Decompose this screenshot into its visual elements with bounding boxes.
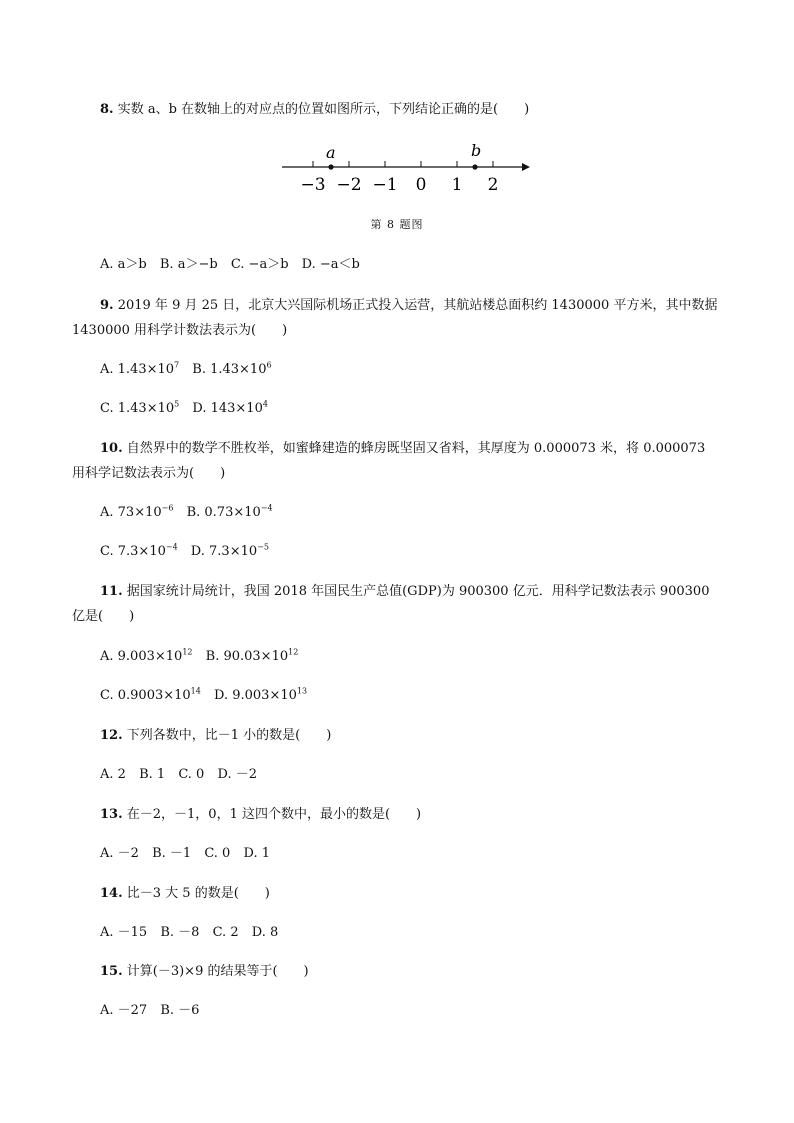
q14-option-c[interactable]: C. 2	[212, 925, 239, 940]
q8-option-d[interactable]: D. −a＜b	[301, 257, 360, 272]
q12-option-b[interactable]: B. 1	[139, 767, 166, 782]
q14-option-d[interactable]: D. 8	[251, 925, 279, 940]
q8-option-c[interactable]: C. −a＞b	[230, 257, 289, 272]
q13-option-d[interactable]: D. 1	[243, 846, 270, 861]
q14-text: 比－3 大 5 的数是( )	[126, 886, 270, 901]
q9-stem-line1	[100, 297, 717, 315]
number-line-arrow	[522, 163, 530, 171]
number-line-tick-label: −3	[300, 175, 326, 195]
q10-options-row2	[100, 543, 269, 561]
number-line-tick-label: 0	[415, 175, 427, 195]
q9-option-d[interactable]: D. $143\times 10^4$	[192, 399, 268, 416]
q11-options-row2	[100, 687, 307, 705]
q11-stem-line1	[100, 583, 709, 601]
q15-text: 计算(－3)×9 的结果等于( )	[126, 964, 309, 979]
q12-text: 下列各数中，比－1 小的数是( )	[126, 728, 332, 743]
q13-option-a[interactable]: A. －2	[100, 846, 139, 861]
q13-option-b[interactable]: B. －1	[152, 846, 192, 861]
number-line-tick-label: 1	[451, 175, 463, 195]
q12-options	[100, 766, 257, 784]
q8-figure-caption: 第 8 题图	[370, 218, 424, 231]
q10-options-row1	[100, 504, 273, 522]
q11-number: 11.	[100, 584, 123, 599]
q13-text: 在－2，－1，0，1 这四个数中，最小的数是( )	[126, 807, 422, 822]
q9-stem-line2: 1430000 用科学计数法表示为( )	[72, 323, 288, 338]
q10-option-c[interactable]: C. $7.3\times 10^{-4}$	[100, 542, 178, 559]
q14-options	[100, 924, 278, 942]
q10-option-a[interactable]: A. $73\times 10^{-6}$	[100, 503, 174, 520]
q12-option-c[interactable]: C. 0	[178, 767, 205, 782]
q10-text-line1: 自然界中的数学不胜枚举，如蜜蜂建造的蜂房既坚固又省料，其厚度为 0.000073 米，将 0.000073	[126, 441, 706, 456]
q14-option-b[interactable]: B. －8	[160, 925, 200, 940]
q12-stem	[100, 727, 331, 745]
q14-option-a[interactable]: A. －15	[100, 925, 148, 940]
q8-number-line	[278, 140, 538, 200]
q11-option-c[interactable]: C. $0.9003\times 10^{14}$	[100, 686, 201, 703]
q15-option-a[interactable]: A. －27	[100, 1003, 148, 1018]
q10-stem-line1	[100, 440, 705, 458]
q8-option-b[interactable]: B. a＞−b	[159, 257, 218, 272]
q8-number: 8.	[100, 102, 114, 117]
q8-stem	[100, 101, 529, 119]
q13-number: 13.	[100, 807, 123, 822]
point-a-label: a	[326, 143, 336, 162]
q14-stem	[100, 885, 270, 903]
q11-text-line1: 据国家统计局统计，我国 2018 年国民生产总值(GDP)为 900300 亿元．用科学记数法表示 900300	[126, 584, 710, 599]
q11-options-row1	[100, 648, 298, 666]
q11-option-b[interactable]: B. $90.03\times 10^{12}$	[205, 647, 299, 664]
q9-option-c[interactable]: C. $1.43\times 10^5$	[100, 399, 180, 416]
q15-number: 15.	[100, 964, 123, 979]
q11-option-d[interactable]: D. $9.003\times 10^{13}$	[214, 686, 308, 703]
q9-options-row2	[100, 400, 268, 418]
q13-stem	[100, 806, 421, 824]
number-line-tick-label: −2	[336, 175, 362, 195]
point-a	[328, 164, 333, 169]
point-b	[472, 164, 477, 169]
q12-number: 12.	[100, 728, 123, 743]
q15-stem	[100, 963, 309, 981]
q8-options	[100, 256, 360, 274]
q13-option-c[interactable]: C. 0	[204, 846, 231, 861]
q9-number: 9.	[100, 298, 114, 313]
q10-stem-line2: 用科学记数法表示为( )	[72, 466, 226, 481]
q15-option-b[interactable]: B. －6	[160, 1003, 200, 1018]
q12-option-a[interactable]: A. 2	[100, 767, 126, 782]
q10-option-d[interactable]: D. $7.3\times 10^{-5}$	[190, 542, 269, 559]
q13-options	[100, 845, 270, 863]
q8-option-a[interactable]: A. a＞b	[100, 257, 147, 272]
q12-option-d[interactable]: D. －2	[217, 767, 257, 782]
q10-option-b[interactable]: B. $0.73\times 10^{-4}$	[186, 503, 273, 520]
q11-stem-line2: 亿是( )	[72, 609, 135, 624]
q9-text-line1: 2019 年 9 月 25 日，北京大兴国际机场正式投入运营，其航站楼总面积约 1430000 平方米，其中数据	[117, 298, 718, 313]
number-line-tick-label: −1	[372, 175, 398, 195]
q9-options-row1	[100, 361, 272, 379]
q10-number: 10.	[100, 441, 123, 456]
q9-option-b[interactable]: B. $1.43\times 10^6$	[192, 360, 272, 377]
q14-number: 14.	[100, 886, 123, 901]
point-b-label: b	[471, 141, 482, 160]
q9-option-a[interactable]: A. $1.43\times 10^7$	[100, 360, 180, 377]
number-line-tick-label: 2	[487, 175, 499, 195]
q11-option-a[interactable]: A. $9.003\times 10^{12}$	[100, 647, 193, 664]
q15-options	[100, 1002, 199, 1020]
q8-text: 实数 a、b 在数轴上的对应点的位置如图所示，下列结论正确的是( )	[117, 102, 530, 117]
